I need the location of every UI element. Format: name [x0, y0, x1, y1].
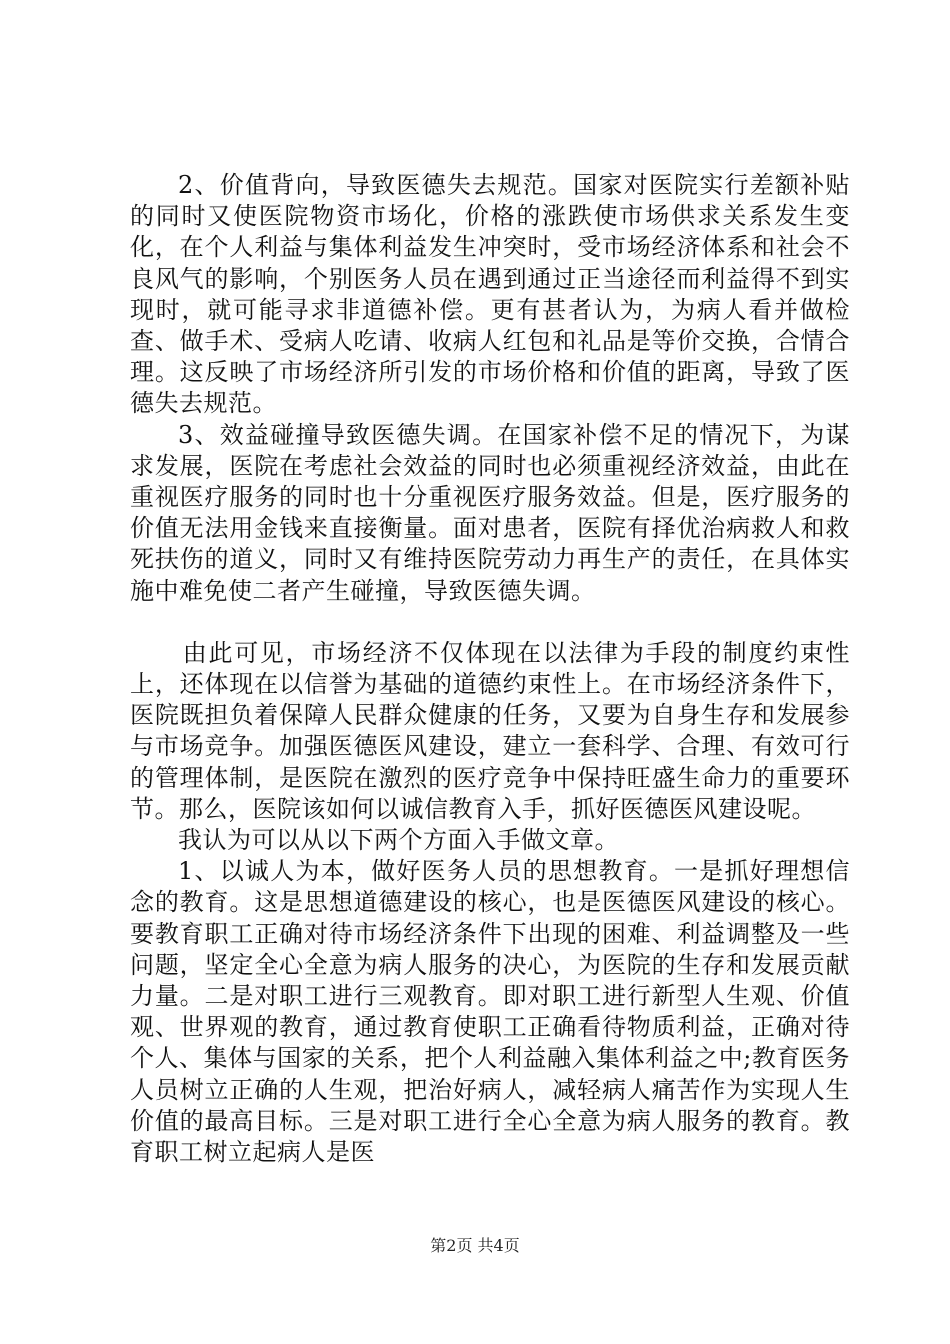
page-footer: 第2页 共4页: [430, 1236, 520, 1255]
document-body: [130, 170, 850, 1168]
paragraph-value-deviation: 2、价值背向，导致医德失去规范。国家对医院实行差额补贴的同时又使医院物资市场化，价格的涨跌使市场供求关系发生变化，在个人利益与集体利益发生冲突时，受市场经济体系和社会不良风气的影响，个别医务人员在遇到通过正当途径而利益得不到实现时，就可能寻求非道德补偿。更有甚者认为，为病人看并做检查、做手术、受病人吃请、收病人红包和礼品是等价交换，合情合理。这反映了市场经济所引发的市场价格和价值的距离，导致了医德失去规范。: [130, 171, 850, 418]
paragraph-gap: [130, 607, 850, 638]
paragraph-ideological-education: 1、以诚人为本，做好医务人员的思想教育。一是抓好理想信念的教育。这是思想道德建设的核心，也是医德医风建设的核心。要教育职工正确对待市场经济条件下出现的困难、利益调整及一些问题，坚定全心全意为病人服务的决心，为医院的生存和发展贡献力量。二是对职工进行三观教育。即对职工进行新型人生观、价值观、世界观的教育，通过教育使职工正确看待物质利益，正确对待个人、集体与国家的关系，把个人利益融入集体利益之中;教育医务人员树立正确的人生观，把治好病人，减轻病人痛苦作为实现人生价值的最高目标。三是对职工进行全心全意为病人服务的教育。教育职工树立起病人是医: [130, 857, 850, 1167]
paragraph-benefit-collision: 3、效益碰撞导致医德失调。在国家补偿不足的情况下，为谋求发展，医院在考虑社会效益的同时也必须重视经济效益，由此在重视医疗服务的同时也十分重视医疗服务效益。但是，医疗服务的价值无法用金钱来直接衡量。面对患者，医院有择优治病救人和救死扶伤的道义，同时又有维持医院劳动力再生产的责任，在具体实施中难免使二者产生碰撞，导致医德失调。: [130, 420, 850, 605]
paragraph-two-aspects: 我认为可以从以下两个方面入手做文章。: [178, 826, 619, 855]
paragraph-conclusion: 由此可见，市场经济不仅体现在以法律为手段的制度约束性上，还体现在以信誉为基础的道德约束性上。在市场经济条件下，医院既担负着保障人民群众健康的任务，又要为自身生存和发展参与市场竞争。加强医德医风建设，建立一套科学、合理、有效可行的管理体制，是医院在激烈的医疗竞争中保持旺盛生命力的重要环节。那么，医院该如何以诚信教育入手，抓好医德医风建设呢。: [130, 638, 850, 823]
